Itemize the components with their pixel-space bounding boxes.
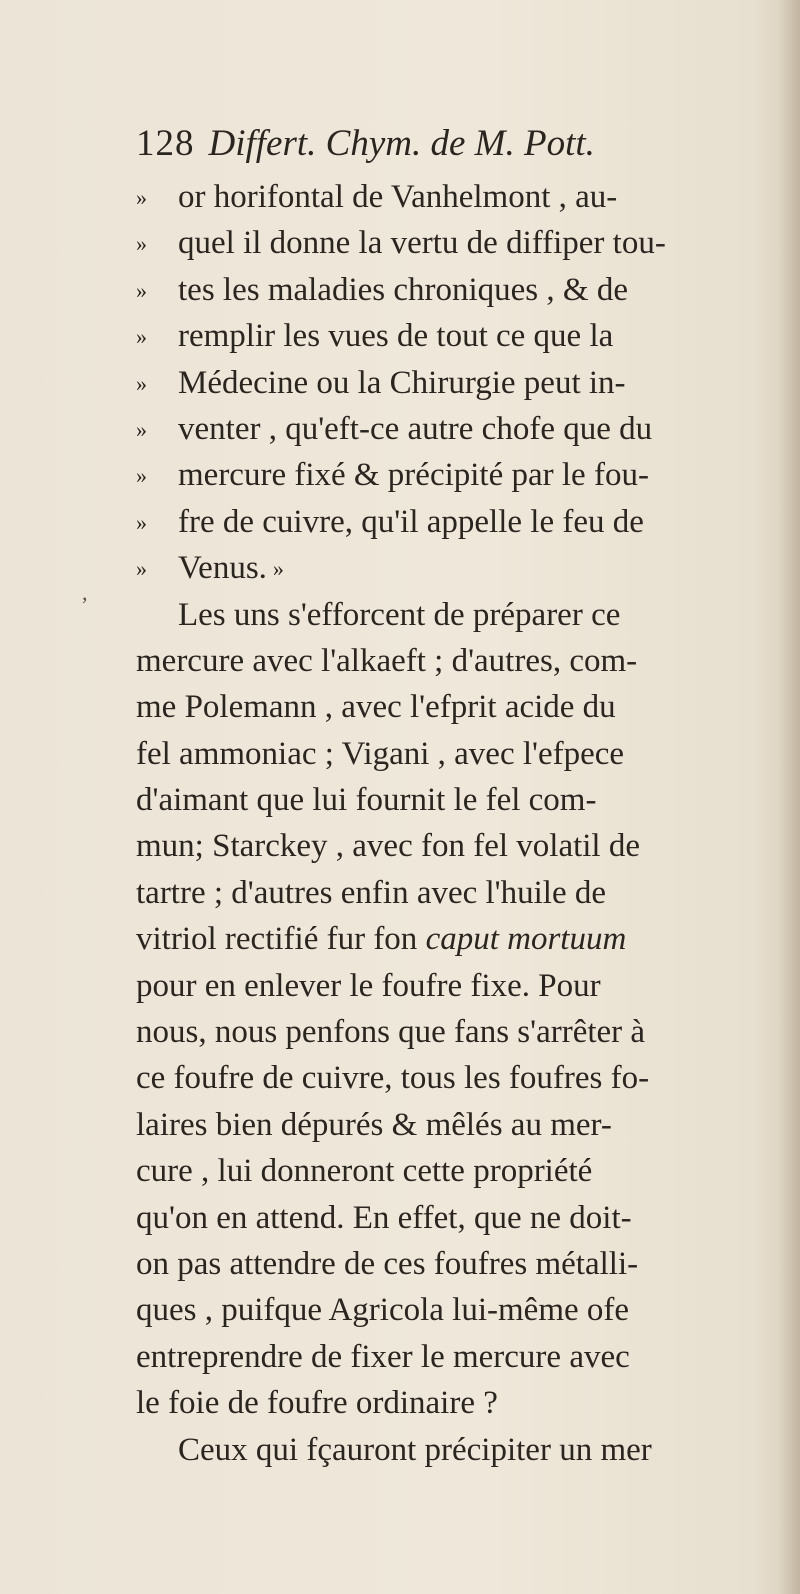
text-line	[136, 1287, 776, 1333]
line-text: d'aimant que lui fournit le fel com-	[136, 782, 597, 819]
quote-mark: »	[136, 277, 147, 303]
quote-mark: »	[136, 370, 147, 396]
text-line	[136, 1009, 776, 1055]
line-text: quel il donne la vertu de diffiper tou-	[178, 225, 666, 262]
text-line	[136, 963, 776, 1009]
line-text: mercure avec l'alkaeft ; d'autres, com-	[136, 642, 638, 679]
text-line	[136, 916, 776, 962]
quote-mark: »	[136, 185, 147, 210]
quote-mark: »	[136, 416, 147, 442]
text-line	[136, 1055, 776, 1101]
line-text: Médecine ou la Chirurgie peut in-	[178, 364, 626, 401]
line-text: ce foufre de cuivre, tous les foufres fo-	[136, 1060, 650, 1097]
text-line	[136, 684, 776, 730]
text-line	[136, 406, 776, 452]
line-text: mun; Starckey , avec fon fel volatil de	[136, 828, 640, 865]
line-text: venter , qu'eft-ce autre chofe que du	[178, 410, 653, 447]
page-number: 128	[136, 123, 195, 164]
line-text: entreprendre de fixer le mercure avec	[136, 1338, 630, 1375]
line-text: on pas attendre de ces foufres métalli-	[136, 1245, 639, 1282]
line-text: me Polemann , avec l'efprit acide du	[136, 689, 616, 726]
body-text	[136, 174, 776, 1473]
text-line	[136, 360, 776, 406]
text-line	[136, 499, 776, 545]
text-line	[136, 870, 776, 916]
line-text: remplir les vues de tout ce que la	[178, 318, 614, 355]
quote-mark: »	[136, 324, 147, 350]
text-line	[136, 220, 776, 266]
text-line	[136, 313, 776, 359]
line-text: nous, nous penfons que fans s'arrêter à	[136, 1014, 646, 1051]
quote-mark: »	[136, 231, 147, 257]
running-header	[136, 122, 776, 166]
text-line	[136, 267, 776, 313]
margin-mark: ,	[82, 580, 88, 605]
text-line	[136, 1195, 776, 1241]
text-line	[136, 452, 776, 498]
italic-phrase: caput mortuum	[425, 921, 627, 958]
quote-mark: »	[136, 463, 147, 489]
text-line	[136, 1427, 776, 1473]
line-text: tartre ; d'autres enfin avec l'huile de	[136, 874, 607, 911]
line-text: mercure fixé & précipité par le fou-	[178, 457, 649, 494]
text-line	[136, 1148, 776, 1194]
running-title: Differt. Chym. de M. Pott.	[208, 123, 595, 164]
text-line	[136, 777, 776, 823]
text-line	[136, 174, 776, 220]
quote-mark: »	[136, 556, 147, 582]
text-line	[136, 1334, 776, 1380]
text-line	[136, 638, 776, 684]
line-text: Les uns s'efforcent de préparer ce	[178, 596, 621, 633]
text-line	[136, 1241, 776, 1287]
line-text: tes les maladies chroniques , & de	[178, 271, 628, 308]
line-text: pour en enlever le foufre fixe. Pour	[136, 967, 601, 1004]
line-text: fre de cuivre, qu'il appelle le feu de	[178, 503, 644, 540]
text-line	[136, 592, 776, 638]
text-line	[136, 731, 776, 777]
quote-mark: »	[136, 509, 147, 535]
line-text: Venus.	[178, 550, 267, 587]
line-text: ques , puifque Agricola lui-même ofe	[136, 1292, 630, 1329]
line-text: or horifontal de Vanhelmont , au-	[178, 179, 618, 215]
page-edge-shadow	[778, 0, 800, 1594]
line-text: fel ammoniac ; Vigani , avec l'efpece	[136, 735, 625, 772]
line-text: Ceux qui fçauront précipiter un mer	[178, 1431, 652, 1468]
line-text: le foie de foufre ordinaire ?	[136, 1385, 498, 1422]
line-text: cure , lui donneront cette propriété	[136, 1153, 593, 1190]
text-line	[136, 1380, 776, 1426]
line-text: laires bien dépurés & mêlés au mer-	[136, 1106, 612, 1143]
closing-quote-mark: »	[272, 556, 284, 582]
text-line	[136, 823, 776, 869]
line-text: vitriol rectifié fur fon	[136, 921, 426, 958]
text-line	[136, 545, 776, 591]
text-line	[136, 1102, 776, 1148]
line-text: qu'on en attend. En effet, que ne doit-	[136, 1199, 632, 1236]
